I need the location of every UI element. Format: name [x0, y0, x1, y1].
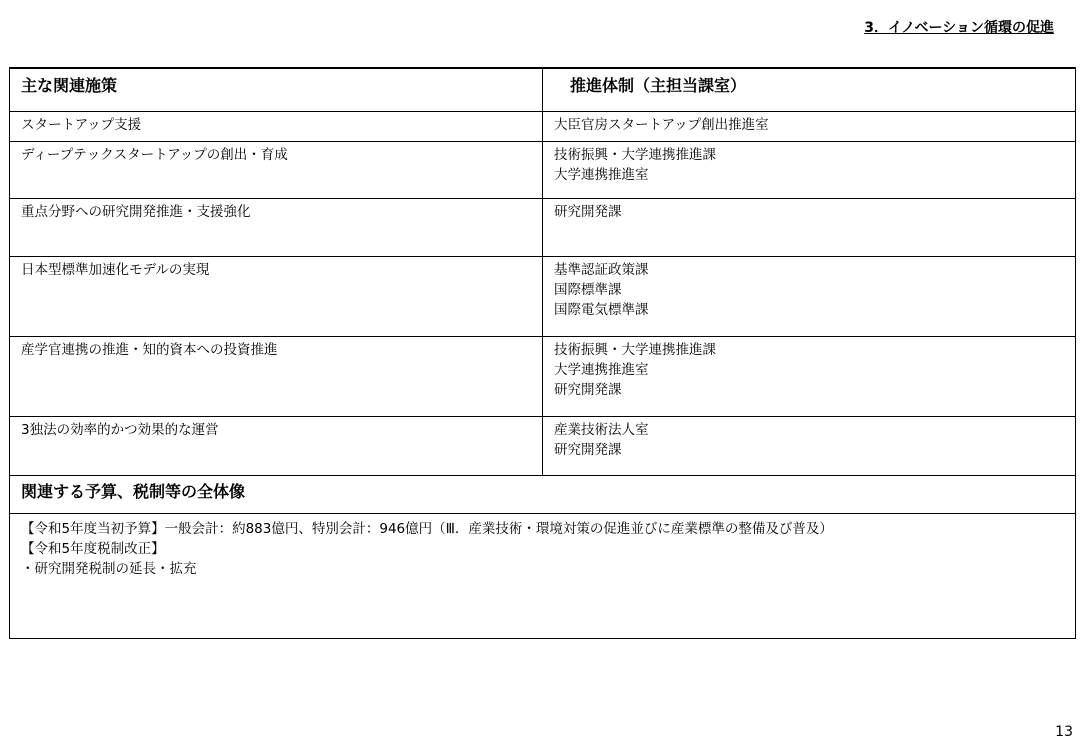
- page-number: 13: [1055, 724, 1073, 740]
- overview-header: 関連する予算、税制等の全体像: [10, 476, 1076, 514]
- policy-cell: 3独法の効率的かつ効果的な運営: [10, 417, 543, 476]
- table-header-row: [10, 68, 1076, 112]
- department-name: 研究開発課: [554, 382, 622, 398]
- department-cell: [543, 337, 1076, 417]
- department-name: 大学連携推進室: [554, 362, 649, 378]
- department-cell: [543, 417, 1076, 476]
- department-name: 研究開発課: [554, 204, 622, 220]
- policy-cell: スタートアップ支援: [10, 112, 543, 142]
- table-row: [10, 337, 1076, 417]
- department-name: 大学連携推進室: [554, 167, 649, 183]
- department-column-header: 推進体制（主担当課室）: [543, 68, 1076, 112]
- department-cell: [543, 142, 1076, 199]
- department-name: 技術振興・大学連携推進課: [554, 342, 716, 358]
- overview-body: [10, 514, 1076, 639]
- department-name: 基準認証政策課: [554, 262, 649, 278]
- department-name: 研究開発課: [554, 442, 622, 458]
- policy-cell: 産学官連携の推進・知的資本への投資推進: [10, 337, 543, 417]
- department-cell: [543, 257, 1076, 337]
- department-name: 大臣官房スタートアップ創出推進室: [554, 117, 769, 133]
- department-name: 国際電気標準課: [554, 302, 649, 318]
- overview-header-row: [10, 476, 1076, 514]
- table-row: [10, 112, 1076, 142]
- table-row: [10, 257, 1076, 337]
- budget-line: 【令和5年度当初予算】一般会計：約883億円、特別会計：946億円（Ⅲ．産業技術・環境対策の促進並びに産業標準の整備及び普及）: [21, 521, 833, 537]
- department-name: 産業技術法人室: [554, 422, 649, 438]
- policy-cell: 重点分野への研究開発推進・支援強化: [10, 199, 543, 257]
- policy-table: [9, 67, 1076, 639]
- department-name: 技術振興・大学連携推進課: [554, 147, 716, 163]
- policy-cell: ディープテックスタートアップの創出・育成: [10, 142, 543, 199]
- tax-reform-heading: 【令和5年度税制改正】: [21, 541, 165, 557]
- section-title: 3．イノベーション循環の促進: [864, 20, 1054, 36]
- table-row: [10, 142, 1076, 199]
- policy-cell: 日本型標準加速化モデルの実現: [10, 257, 543, 337]
- department-cell: [543, 199, 1076, 257]
- department-name: 国際標準課: [554, 282, 622, 298]
- tax-reform-item: ・研究開発税制の延長・拡充: [21, 561, 197, 577]
- overview-body-row: [10, 514, 1076, 639]
- policy-column-header: 主な関連施策: [10, 68, 543, 112]
- table-row: [10, 417, 1076, 476]
- department-cell: [543, 112, 1076, 142]
- table-row: [10, 199, 1076, 257]
